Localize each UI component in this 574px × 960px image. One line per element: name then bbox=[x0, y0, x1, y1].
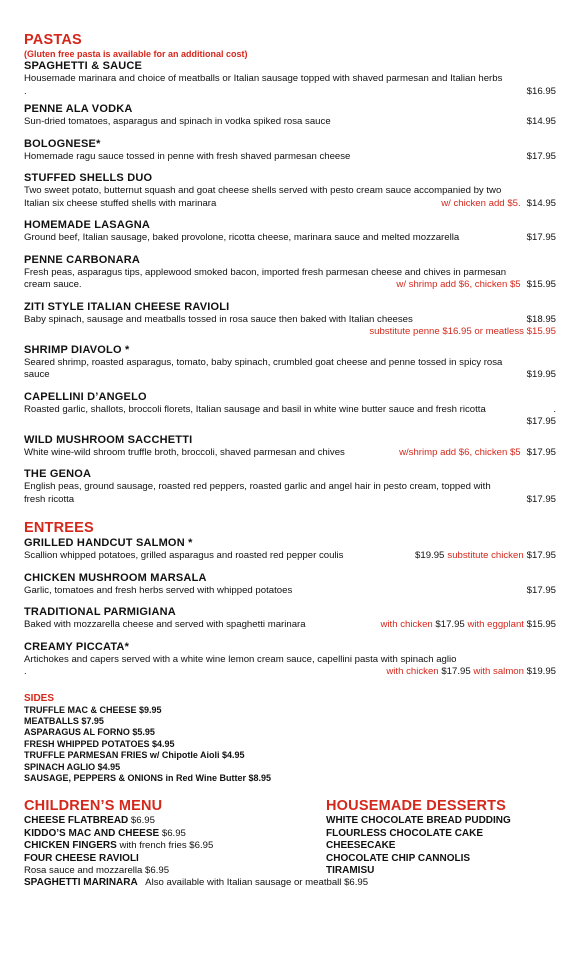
item-desc: Ground beef, Italian sausage, baked provolone, ricotta cheese, marinara sauce and melted mozzarella bbox=[24, 232, 460, 243]
menu-item bbox=[24, 138, 556, 164]
section-title: CHILDREN’S MENU bbox=[24, 798, 163, 815]
item-name: GRILLED HANDCUT SALMON * bbox=[24, 537, 193, 549]
item-desc-cont: fresh ricotta bbox=[24, 493, 75, 505]
item-name: BOLOGNESE* bbox=[24, 137, 101, 150]
menu-item bbox=[24, 172, 556, 210]
item-price-alt: $17.95 bbox=[526, 550, 556, 561]
section-title: HOUSEMADE DESSERTS bbox=[326, 798, 507, 815]
side-item: SPINACH AGLIO $4.95 bbox=[24, 761, 121, 772]
kids-item-detail: with french fries $6.95 bbox=[116, 840, 214, 852]
option-label: with chicken bbox=[380, 619, 433, 630]
menu-item bbox=[24, 219, 556, 245]
item-dot: . bbox=[553, 403, 556, 415]
option-price: $17.95 bbox=[441, 666, 471, 677]
section-title: SIDES bbox=[24, 692, 55, 704]
item-name: TRADITIONAL PARMIGIANA bbox=[24, 606, 176, 618]
item-addon: w/shrimp add $6, chicken $5 bbox=[399, 446, 521, 458]
kids-item-name: FOUR CHEESE RAVIOLI bbox=[24, 852, 139, 864]
dessert-item: CHOCOLATE CHIP CANNOLIS bbox=[326, 852, 471, 864]
item-name: HOMEMADE LASAGNA bbox=[24, 219, 151, 231]
kids-item bbox=[24, 840, 326, 852]
option-price: $15.95 bbox=[526, 619, 556, 630]
section-title: ENTREES bbox=[24, 520, 94, 536]
item-price: $17.95 bbox=[526, 446, 556, 458]
item-name: CHICKEN MUSHROOM MARSALA bbox=[24, 571, 207, 584]
item-desc: White wine-wild shroom truffle broth, broccoli, shaved parmesan and chives bbox=[24, 446, 345, 458]
kids-item-detail: $6.95 bbox=[128, 815, 155, 827]
menu-item bbox=[24, 254, 556, 292]
menu-item bbox=[24, 103, 556, 129]
item-desc: Baby spinach, sausage and meatballs tossed in rosa sauce then baked with Italian cheeses bbox=[24, 313, 413, 325]
menu-item bbox=[24, 572, 556, 598]
gluten-free-note: (Gluten free pasta is available for an additional cost) bbox=[24, 49, 248, 59]
section-title: PASTAS bbox=[24, 32, 82, 48]
option-label: with salmon bbox=[473, 666, 524, 677]
side-item: SAUSAGE, PEPPERS & ONIONS in Red Wine Butter $8.95 bbox=[24, 772, 271, 783]
item-desc-cont: cream sauce. bbox=[24, 279, 82, 290]
item-price: $19.95 bbox=[526, 369, 556, 380]
kids-item bbox=[24, 877, 369, 889]
dessert-item: CHEESECAKE bbox=[326, 840, 396, 852]
item-desc-cont: . bbox=[24, 666, 27, 677]
kids-item-name: CHICKEN FINGERS bbox=[24, 840, 117, 852]
kids-item-name: CHEESE FLATBREAD bbox=[24, 815, 129, 827]
item-name: SHRIMP DIAVOLO * bbox=[24, 343, 130, 356]
item-price: $17.95 bbox=[526, 150, 556, 162]
item-desc: Fresh peas, asparagus tips, applewood smoked bacon, imported fresh parmesan cheese and chives in parmesan bbox=[24, 266, 507, 278]
kids-item bbox=[24, 815, 326, 827]
item-name: PENNE ALA VODKA bbox=[24, 103, 133, 115]
item-desc-cont: . bbox=[24, 85, 27, 97]
item-price: $14.95 bbox=[526, 116, 556, 127]
item-name: CAPELLINI D’ANGELO bbox=[24, 390, 147, 403]
item-desc: Baked with mozzarella cheese and served with spaghetti marinara bbox=[24, 619, 306, 630]
pastas-section bbox=[24, 32, 556, 506]
item-desc: Housemade marinara and choice of meatballs or Italian sausage topped with shaved parmesan and Italian herbs bbox=[24, 73, 503, 84]
desserts-menu bbox=[326, 798, 556, 889]
option-label: with chicken bbox=[386, 666, 439, 677]
item-price: $17.95 bbox=[526, 232, 556, 243]
item-price: $17.95 bbox=[526, 416, 556, 427]
kids-item-name: SPAGHETTI MARINARA bbox=[24, 877, 138, 889]
menu-item bbox=[24, 434, 556, 460]
option-price: $19.95 bbox=[526, 666, 556, 677]
item-name: ZITI STYLE ITALIAN CHEESE RAVIOLI bbox=[24, 300, 230, 313]
kids-item-detail: Also available with Italian sausage or meatball $6.95 bbox=[145, 877, 369, 889]
sides-section bbox=[24, 693, 556, 785]
item-name: CREAMY PICCATA* bbox=[24, 640, 130, 653]
menu-item bbox=[24, 391, 556, 429]
kids-item bbox=[24, 865, 326, 877]
item-price: $15.95 bbox=[526, 279, 556, 290]
item-addon: w/ chicken add $5. bbox=[441, 197, 521, 209]
menu-item bbox=[24, 537, 556, 563]
item-addon: substitute chicken bbox=[447, 550, 524, 561]
dessert-item: TIRAMISU bbox=[326, 864, 375, 876]
item-price: $16.95 bbox=[526, 85, 556, 97]
menu-item bbox=[24, 60, 556, 98]
item-name: STUFFED SHELLS DUO bbox=[24, 172, 153, 184]
menu-item bbox=[24, 344, 556, 382]
item-desc: Homemade ragu sauce tossed in penne with fresh shaved parmesan cheese bbox=[24, 150, 351, 162]
side-item: FRESH WHIPPED POTATOES $4.95 bbox=[24, 738, 175, 749]
dessert-item: FLOURLESS CHOCOLATE CAKE bbox=[326, 827, 484, 839]
kids-item bbox=[24, 853, 326, 865]
entrees-section bbox=[24, 520, 556, 679]
item-desc: Roasted garlic, shallots, broccoli florets, Italian sausage and basil in white wine butter sauce and fresh ricotta bbox=[24, 403, 486, 415]
bottom-columns bbox=[24, 798, 556, 889]
item-desc: Scallion whipped potatoes, grilled asparagus and roasted red pepper coulis bbox=[24, 550, 344, 561]
side-item: MEATBALLS $7.95 bbox=[24, 715, 104, 726]
item-price: $14.95 bbox=[526, 197, 556, 209]
menu-item bbox=[24, 468, 556, 506]
kids-item-detail: $6.95 bbox=[159, 827, 186, 839]
kids-item bbox=[24, 828, 326, 840]
item-desc: Seared shrimp, roasted asparagus, tomato, baby spinach, crumbled goat cheese and penne tossed in spicy rosa bbox=[24, 356, 503, 368]
item-desc: English peas, ground sausage, roasted red peppers, roasted garlic and angel hair in pesto cream, topped with bbox=[24, 481, 491, 492]
menu-item bbox=[24, 301, 556, 339]
item-desc-cont: sauce bbox=[24, 369, 50, 380]
menu-item bbox=[24, 641, 556, 679]
item-desc-cont: Italian six cheese stuffed shells with marinara bbox=[24, 197, 217, 209]
side-item: ASPARAGUS AL FORNO $5.95 bbox=[24, 727, 155, 738]
kids-item-name: KIDDO’S MAC AND CHEESE bbox=[24, 827, 160, 839]
item-name: SPAGHETTI & SAUCE bbox=[24, 60, 143, 72]
item-desc: Artichokes and capers served with a white wine lemon cream sauce, capellini pasta with spinach aglio bbox=[24, 653, 457, 665]
option-price: $17.95 bbox=[435, 619, 465, 630]
item-desc: Garlic, tomatoes and fresh herbs served with whipped potatoes bbox=[24, 584, 293, 596]
item-name: THE GENOA bbox=[24, 468, 92, 480]
item-addon: w/ shrimp add $6, chicken $5 bbox=[396, 279, 521, 290]
item-name: PENNE CARBONARA bbox=[24, 253, 141, 266]
item-price: $19.95 bbox=[415, 550, 445, 561]
side-item: TRUFFLE MAC & CHEESE $9.95 bbox=[24, 704, 162, 715]
item-desc: Sun-dried tomatoes, asparagus and spinach in vodka spiked rosa sauce bbox=[24, 116, 331, 127]
item-price: $17.95 bbox=[526, 584, 556, 596]
item-price: $18.95 bbox=[526, 313, 556, 325]
kids-item-detail: Rosa sauce and mozzarella $6.95 bbox=[24, 864, 170, 876]
item-name: WILD MUSHROOM SACCHETTI bbox=[24, 433, 193, 446]
dessert-item: WHITE CHOCOLATE BREAD PUDDING bbox=[326, 815, 511, 827]
menu-item bbox=[24, 606, 556, 632]
item-desc: Two sweet potato, butternut squash and goat cheese shells served with pesto cream sauce accompanied by two bbox=[24, 185, 502, 196]
item-price: $17.95 bbox=[526, 493, 556, 505]
side-item: TRUFFLE PARMESAN FRIES w/ Chipotle Aioli $4.95 bbox=[24, 750, 245, 761]
option-label: with eggplant bbox=[467, 619, 524, 630]
item-substitute: substitute penne $16.95 or meatless $15.95 bbox=[369, 326, 556, 337]
